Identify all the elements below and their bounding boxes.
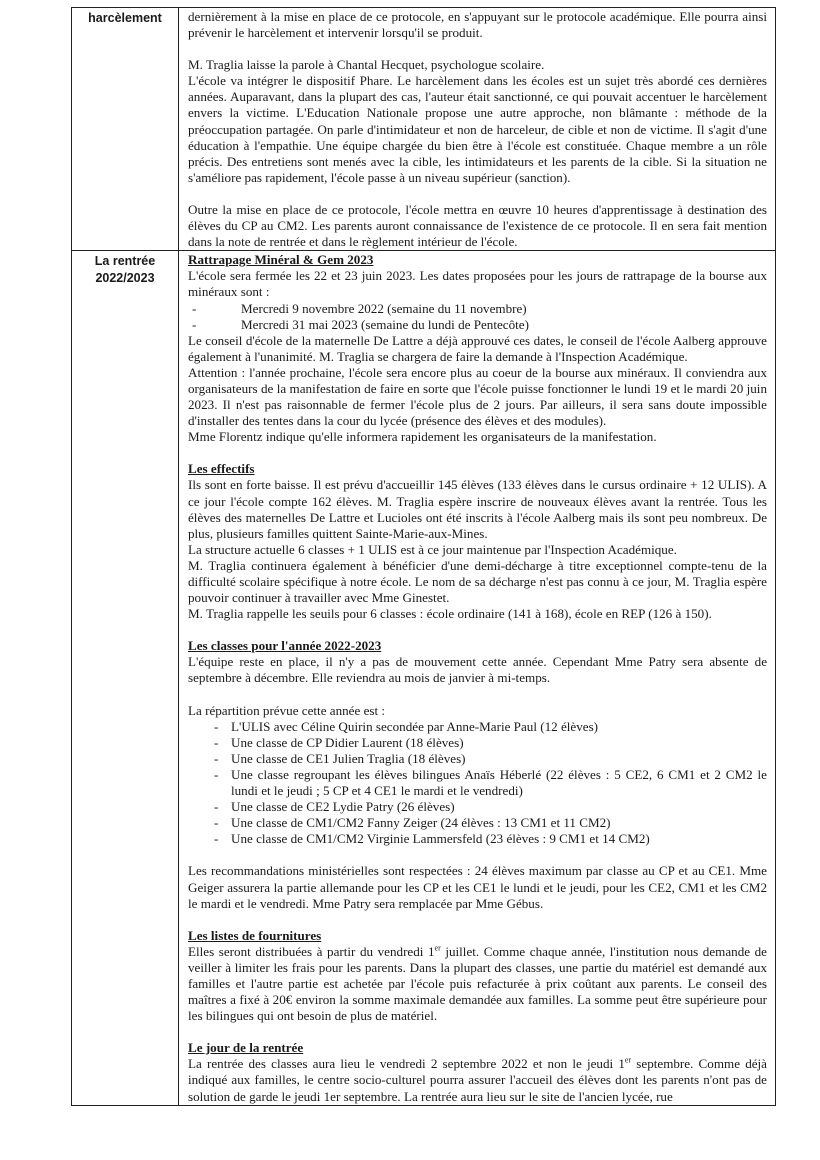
paragraph: M. Traglia laisse la parole à Chantal Hecquet, psychologue scolaire. <box>188 57 545 73</box>
paragraph: L'école sera fermée les 22 et 23 juin 2023. Les dates proposées pour les jours de rattrapage de la bourse aux minéraux sont : <box>188 268 767 300</box>
paragraph: L'équipe reste en place, il n'y a pas de mouvement cette année. Cependant Mme Patry sera absente de septembre à décembre. Elle reviendra au mois de janvier à mi-temps. <box>188 654 767 686</box>
paragraph: Attention : l'année prochaine, l'école sera encore plus au coeur de la bourse aux minéraux. Il conviendra aux organisateurs de la manifestation de faire en sorte que l'école puisse fonctionner le lundi 19 et le mardi 20 juin 2023. Il n'est pas raisonnable de fermer l'école plus de 2 jours. Par ailleurs, il sera sans doute impossible d'installer des tentes dans la cour du lycée (présence des élèves et des modules). <box>188 364 767 429</box>
paragraph: L'école va intégrer le dispositif Phare. Le harcèlement dans les écoles est un sujet très abordé ces dernières années. Auparavant, dans la plupart des cas, l'auteur était sanctionné, ce qui pouvait accentuer le harcèlement envers la victime. L'Education Nationale propose une autre approche, non blâmante : méthode de la préoccupation partagée. On parle d'intimidateur et non de harceleur, de cible et non de victime. Il s'agit d'une éducation à l'empathie. Une équipe chargée du bien être à l'école est constituée. Chaque membre a un rôle précis. Des entretiens sont menés avec la cible, les intimidateurs et les parents de la cible. Si la situation ne s'améliore pas rapidement, l'école passe à un niveau supérieur (sanction). <box>188 73 767 185</box>
spacer <box>188 445 767 461</box>
section-content <box>179 8 776 251</box>
spacer <box>188 186 767 202</box>
paragraph: La répartition prévue cette année est : <box>188 702 386 718</box>
paragraph: La structure actuelle 6 classes + 1 ULIS est à ce jour maintenue par l'Inspection Académique. <box>188 541 677 557</box>
section-label: harcèlement <box>72 8 179 251</box>
spacer <box>188 912 767 928</box>
list-item: - Mercredi 9 novembre 2022 (semaine du 11 novembre) <box>188 301 767 317</box>
paragraph <box>188 1056 767 1104</box>
paragraph: Le conseil d'école de la maternelle De Lattre a déjà approuvé ces dates, le conseil de l'école Aalberg approuve également à l'unanimité. M. Traglia se chargera de faire la demande à l'Inspection Académique. <box>188 332 767 364</box>
paragraph: Mme Florentz indique qu'elle informera rapidement les organisateurs de la manifestation. <box>188 429 657 445</box>
list-item: - Une classe de CM1/CM2 Fanny Zeiger (24 élèves : 13 CM1 et 11 CM2) <box>188 815 767 831</box>
text-span: La rentrée des classes aura lieu le vendredi 2 septembre 2022 et non le jeudi 1 <box>188 1056 625 1072</box>
section-row <box>72 251 776 1105</box>
text-span: Elles seront distribuées à partir du vendredi 1 <box>188 943 435 959</box>
section-row <box>72 8 776 251</box>
list-item: - L'ULIS avec Céline Quirin secondée par Anne-Marie Paul (12 élèves) <box>188 719 767 735</box>
list-item: - Une classe de CE2 Lydie Patry (26 élèves) <box>188 799 767 815</box>
spacer <box>188 847 767 863</box>
superscript: er <box>434 943 441 953</box>
heading-les-effectifs: Les effectifs <box>188 461 255 477</box>
section-label: La rentrée 2022/2023 <box>72 251 179 1105</box>
dash-list <box>188 301 767 333</box>
paragraph: Outre la mise en place de ce protocole, l'école mettra en œuvre 10 heures d'apprentissage à destination des élèves du CP au CM2. Les parents auront connaissance de l'existence de ce protocole. Il en sera fait mention dans la note de rentrée et dans le règlement intérieur de l'école. <box>188 201 767 250</box>
list-item: - Une classe regroupant les élèves bilingues Anaïs Héberlé (22 élèves : 5 CE2, 6 CM1 et 2 CM2 le lundi et le jeudi ; 5 CP et 4 CE1 le mardi et le vendredi) <box>188 767 767 799</box>
superscript: er <box>624 1055 632 1065</box>
paragraph: dernièrement à la mise en place de ce protocole, en s'appuyant sur le protocole académique. Elle pourra ainsi prévenir le harcèlement et intervenir lorsqu'il se produit. <box>188 9 767 41</box>
spacer <box>188 622 767 638</box>
heading-les-classes-pour-l-annee-2022-2023: Les classes pour l'année 2022-2023 <box>188 638 382 654</box>
paragraph <box>188 944 767 1024</box>
list-item: - Mercredi 31 mai 2023 (semaine du lundi de Pentecôte) <box>188 317 767 333</box>
text-span: juillet. Comme chaque année, l'institution nous demande de veiller à limiter les frais pour les parents. Dans la plupart des classes, une partie du matériel est demandé aux familles et l'autre partie est achetée par l'école puis refacturée à prix coûtant aux parents. Le conseil des maîtres a fixé à 20€ environ la somme maximale demandée aux familles. La somme peut être supérieure pour les bilingues qui ont besoin de plus de matériel. <box>188 943 767 1024</box>
heading-rattrapage-mineral-gem-2023: Rattrapage Minéral & Gem 2023 <box>188 252 374 268</box>
spacer <box>188 41 767 57</box>
list-item: - Une classe de CP Didier Laurent (18 élèves) <box>188 735 767 751</box>
text-span: septembre. Comme déjà indiqué aux familles, le centre socio-culturel pourra assurer l'accueil des élèves dont les parents n'ont pas de solution de garde le jeudi 1er septembre. La rentrée aura lieu sur le site de l'ancien lycée, rue <box>188 1056 767 1104</box>
section-content <box>179 251 776 1105</box>
list-item: - Une classe de CM1/CM2 Virginie Lammersfeld (23 élèves : 9 CM1 et 14 CM2) <box>188 831 767 847</box>
spacer <box>188 687 767 703</box>
minutes-table <box>71 7 776 1106</box>
paragraph: Les recommandations ministérielles sont respectées : 24 élèves maximum par classe au CP et au CE1. Mme Geiger assurera la partie allemande pour les CP et les CE1 le lundi et le jeudi, pour les CE2, CM1 et les CM2 le mardi et le vendredi. Mme Patry sera remplacée par Mme Gébus. <box>188 863 767 911</box>
paragraph: M. Traglia rappelle les seuils pour 6 classes : école ordinaire (141 à 168), école en REP (126 à 150). <box>188 606 712 622</box>
paragraph: Ils sont en forte baisse. Il est prévu d'accueillir 145 élèves (133 élèves dans le cursus ordinaire + 12 ULIS). A ce jour l'école compte 162 élèves. M. Traglia espère inscrire de nouveaux élèves avant la rentrée. Tous les élèves des maternelles De Lattre et Lucioles ont été inscrits à l'école Aalberg mais ils sont peu nombreux. De plus, plusieurs familles quittent Sainte-Marie-aux-Mines. <box>188 477 767 541</box>
list-item: - Une classe de CE1 Julien Traglia (18 élèves) <box>188 751 767 767</box>
dash-list <box>188 719 767 848</box>
heading-le-jour-de-la-rentree: Le jour de la rentrée <box>188 1040 304 1056</box>
spacer <box>188 1024 767 1040</box>
heading-les-listes-de-fournitures: Les listes de fournitures <box>188 927 322 943</box>
paragraph: M. Traglia continuera également à bénéficier d'une demi-décharge à titre exceptionnel compte-tenu de la difficulté scolaire spécifique à notre école. Le nom de sa décharge n'est pas connu à ce jour, M. Traglia espère pouvoir continuer à travailler avec Mme Ginestet. <box>188 557 767 606</box>
